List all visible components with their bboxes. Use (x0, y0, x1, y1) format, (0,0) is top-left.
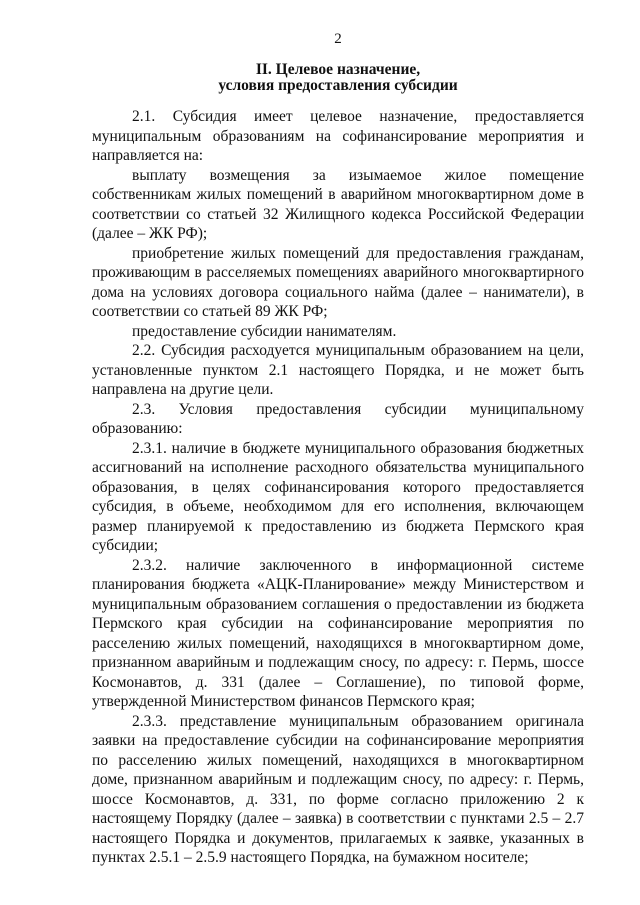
paragraph-housing-purchase: приобретение жилых помещений для предоставления гражданам, проживающим в расселяемых помещениях аварийного многоквартирного дома на условиях договора социального найма (далее – наниматели), в соответствии со статьей 89 ЖК РФ; (92, 244, 584, 320)
paragraph-tenant-subsidy: предоставление субсидии нанимателям. (132, 322, 397, 340)
section-title (92, 62, 584, 94)
paragraph-2-3-2: 2.3.2. наличие заключенного в информационной системе планирования бюджета «АЦК-Планирование» между Министерством и муниципальным образованием соглашения о предоставлении из бюджета Пермского края субсидии на софинансирование мероприятия по расселению жилых помещений, находящихся в многоквартирном доме, признанном аварийным и подлежащим сносу, по адресу: г. Пермь, шоссе Космонавтов, д. 331 (далее – Соглашение), по типовой форме, утвержденной Министерством финансов Пермского края; (92, 556, 584, 710)
paragraph-compensation-payment: выплату возмещения за изымаемое жилое помещение собственникам жилых помещений в аварийном многоквартирном доме в соответствии со статьей 32 Жилищного кодекса Российской Федерации (далее – ЖК РФ); (92, 166, 584, 242)
document-body (92, 107, 584, 868)
page-number: 2 (334, 31, 342, 47)
paragraph-2-3: 2.3. Условия предоставления субсидии муниципальному образованию: (92, 400, 584, 437)
section-title-line-1: II. Целевое назначение, (255, 61, 421, 78)
paragraph-2-3-1: 2.3.1. наличие в бюджете муниципального образования бюджетных ассигнований на исполнение расходного обязательства муниципального образования, в целях софинансирования которого предоставляется субсидия, в объеме, необходимом для его исполнения, включающем размер планируемой к предоставлению из бюджета Пермского края субсидии; (92, 439, 584, 554)
paragraph-2-1: 2.1. Субсидия имеет целевое назначение, предоставляется муниципальным образованиям на софинансирование мероприятия и направляется на: (92, 108, 584, 164)
section-title-line-2: условия предоставления субсидии (218, 77, 458, 94)
paragraph-2-2: 2.2. Субсидия расходуется муниципальным образованием на цели, установленные пунктом 2.1 настоящего Порядка, и не может быть направлена на другие цели. (92, 342, 584, 398)
paragraph-2-3-3: 2.3.3. представление муниципальным образованием оригинала заявки на предоставление субсидии на софинансирование мероприятия по расселению жилых помещений, находящихся в многоквартирном доме, признанном аварийным и подлежащим сносу, по адресу: г. Пермь, шоссе Космонавтов, д. 331, по форме согласно приложению 2 к настоящему Порядку (далее – заявка) в соответствии с пунктами 2.5 – 2.7 настоящего Порядка и документов, прилагаемых к заявке, указанных в пунктах 2.5.1 – 2.5.9 настоящего Порядка, на бумажном носителе; (92, 712, 584, 866)
